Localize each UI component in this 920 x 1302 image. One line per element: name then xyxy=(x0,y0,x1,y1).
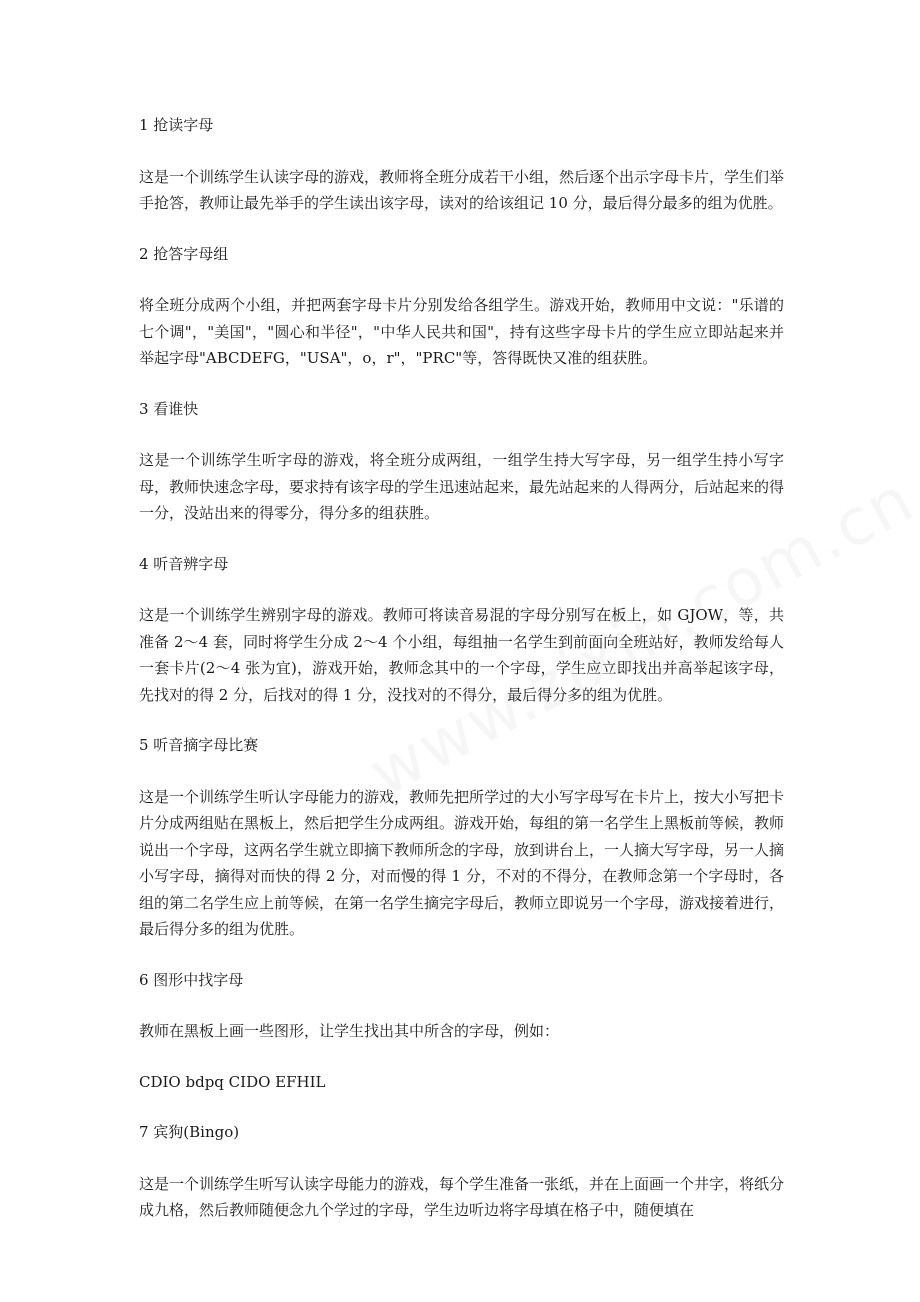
section-heading-6: 6 图形中找字母 xyxy=(139,970,244,989)
section-paragraph-3: 这是一个训练学生听字母的游戏，将全班分成两组，一组学生持大写字母，另一组学生持小写字母，教师快速念字母，要求持有该字母的学生迅速站起来，最先站起来的人得两分，后站起来的得一分，没站出来的得零分，得分多的组获胜。 xyxy=(139,451,785,522)
section-heading-3: 3 看谁快 xyxy=(139,399,199,418)
section-heading-2: 2 抢答字母组 xyxy=(139,244,229,263)
section-paragraph-2: 将全班分成两个小组，并把两套字母卡片分别发给各组学生。游戏开始，教师用中文说："乐谱的七个调"，"美国"，"圆心和半径"，"中华人民共和国"，持有这些字母卡片的学生应立即站起来并举起字母"ABCDEFG，"USA"，o，r"，"PRC"等，答得既快又准的组获胜。 xyxy=(139,296,784,367)
section-heading-7: 7 宾狗(Bingo) xyxy=(139,1123,240,1141)
letter-example-line: CDIO bdpq CIDO EFHIL xyxy=(139,1072,326,1091)
section-heading-4: 4 听音辨字母 xyxy=(139,554,229,573)
section-paragraph-6: 教师在黑板上画一些图形，让学生找出其中所含的字母，例如： xyxy=(139,1022,560,1040)
section-paragraph-4: 这是一个训练学生辨别字母的游戏。教师可将读音易混的字母分别写在板上，如 GJOW，等，共准备 2～4 套，同时将学生分成 2～4 个小组，每组抽一名学生到前面向全班站好，教师发给每人一套卡片(2～4 张为宜)，游戏开始，教师念其中的一个字母，学生应立即找出并高举起该字母，先找对的得 2 分，后找对的得 1 分，没找对的不得分，最后得分多的组为优胜。 xyxy=(139,606,784,704)
section-paragraph-5: 这是一个训练学生听认字母能力的游戏，教师先把所学过的大小写字母写在卡片上，按大小写把卡片分成两组贴在黑板上，然后把学生分成两组。游戏开始，每组的第一名学生上黑板前等候，教师说出一个字母，这两名学生就立即摘下教师所念的字母，放到讲台上，一人摘大写字母，另一人摘小写字母，摘得对而快的得 2 分，对而慢的得 1 分，不对的不得分，在教师念第一个字母时，各组的第二名学生应上前等候，在第一名学生摘完字母后，教师立即说另一个字母，游戏接着进行，最后得分多的组为优胜。 xyxy=(139,787,785,938)
section-paragraph-7: 这是一个训练学生听写认读字母能力的游戏，每个学生准备一张纸，并在上面画一个井字，将纸分成九格，然后教师随便念九个学过的字母，学生边听边将字母填在格子中，随便填在 xyxy=(139,1174,785,1219)
section-heading-5: 5 听音摘字母比赛 xyxy=(139,736,259,754)
section-heading-1: 1 抢读字母 xyxy=(139,116,214,134)
section-paragraph-1: 这是一个训练学生认读字母的游戏，教师将全班分成若干小组，然后逐个出示字母卡片，学生们举手抢答，教师让最先举手的学生读出该字母，读对的给该组记 10 分，最后得分最多的组为优胜。 xyxy=(139,167,785,212)
document-page xyxy=(139,112,784,1248)
